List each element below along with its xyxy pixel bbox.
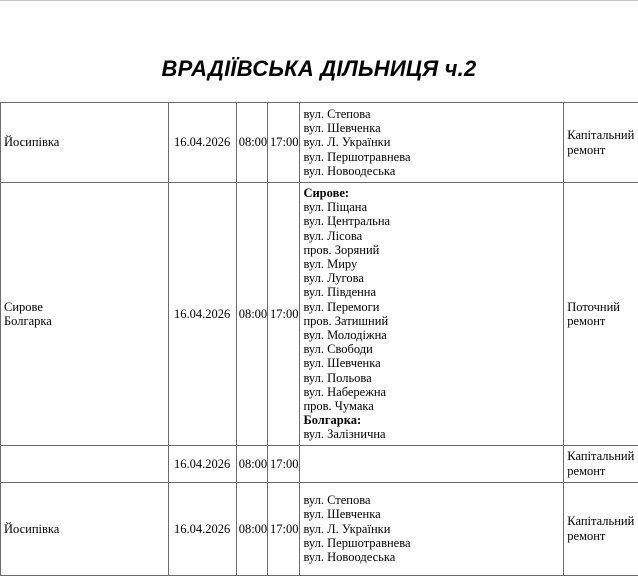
settlement-name: Болгарка xyxy=(4,314,165,328)
table-row xyxy=(1,183,638,446)
street-name: вул. Л. Українки xyxy=(303,522,560,536)
time-to-cell: 17:00 xyxy=(268,445,300,482)
street-name: вул. Першотравнева xyxy=(303,150,560,164)
streets-cell xyxy=(300,445,564,482)
time-from-cell: 08:00 xyxy=(236,482,267,575)
work-type-cell: Капітальний ремонт xyxy=(564,103,638,183)
settlement-heading: Сирове: xyxy=(303,186,560,200)
street-name: вул. Свободи xyxy=(303,342,560,356)
street-name: вул. Миру xyxy=(303,257,560,271)
outage-schedule-table xyxy=(0,102,638,576)
time-from-cell: 08:00 xyxy=(236,103,267,183)
street-name: пров. Затишний xyxy=(303,314,560,328)
street-name: пров. Зоряний xyxy=(303,243,560,257)
streets-cell xyxy=(300,103,564,183)
street-name: вул. Шевченка xyxy=(303,507,560,521)
top-divider xyxy=(0,0,638,1)
street-name: вул. Піщана xyxy=(303,200,560,214)
settlement-cell xyxy=(1,445,169,482)
street-name: вул. Новоодеська xyxy=(303,550,560,564)
street-name: вул. Степова xyxy=(303,107,560,121)
table-row xyxy=(1,445,638,482)
date-cell: 16.04.2026 xyxy=(168,445,236,482)
settlement-heading: Болгарка: xyxy=(303,413,560,427)
date-cell: 16.04.2026 xyxy=(168,103,236,183)
time-from-cell: 08:00 xyxy=(236,183,267,446)
street-name: пров. Чумака xyxy=(303,399,560,413)
street-name: вул. Центральна xyxy=(303,214,560,228)
streets-cell xyxy=(300,183,564,446)
street-name: вул. Новоодеська xyxy=(303,164,560,178)
street-name: вул. Першотравнева xyxy=(303,536,560,550)
time-to-cell: 17:00 xyxy=(268,103,300,183)
page-title: ВРАДІЇВСЬКА ДІЛЬНИЦЯ ч.2 xyxy=(0,56,638,82)
street-name: вул. Лісова xyxy=(303,229,560,243)
street-name: вул. Шевченка xyxy=(303,121,560,135)
table-row xyxy=(1,103,638,183)
street-name: вул. Польова xyxy=(303,371,560,385)
street-name: вул. Перемоги xyxy=(303,300,560,314)
settlement-name: Йосипівка xyxy=(4,135,165,149)
streets-cell xyxy=(300,482,564,575)
work-type-cell: Капітальний ремонт xyxy=(564,445,638,482)
time-from-cell: 08:00 xyxy=(236,445,267,482)
work-type-cell: Капітальний ремонт xyxy=(564,482,638,575)
settlement-name: Сирове xyxy=(4,300,165,314)
street-name: вул. Л. Українки xyxy=(303,135,560,149)
settlement-cell xyxy=(1,183,169,446)
settlement-cell xyxy=(1,482,169,575)
table-row xyxy=(1,482,638,575)
street-name: вул. Південна xyxy=(303,285,560,299)
street-name: вул. Шевченка xyxy=(303,356,560,370)
settlement-cell xyxy=(1,103,169,183)
work-type-cell: Поточний ремонт xyxy=(564,183,638,446)
time-to-cell: 17:00 xyxy=(268,183,300,446)
settlement-name: Йосипівка xyxy=(4,522,165,536)
time-to-cell: 17:00 xyxy=(268,482,300,575)
street-name: вул. Степова xyxy=(303,493,560,507)
street-name: вул. Залізнична xyxy=(303,427,560,441)
street-name: вул. Набережна xyxy=(303,385,560,399)
date-cell: 16.04.2026 xyxy=(168,183,236,446)
street-name: вул. Молодіжна xyxy=(303,328,560,342)
street-name: вул. Лугова xyxy=(303,271,560,285)
date-cell: 16.04.2026 xyxy=(168,482,236,575)
